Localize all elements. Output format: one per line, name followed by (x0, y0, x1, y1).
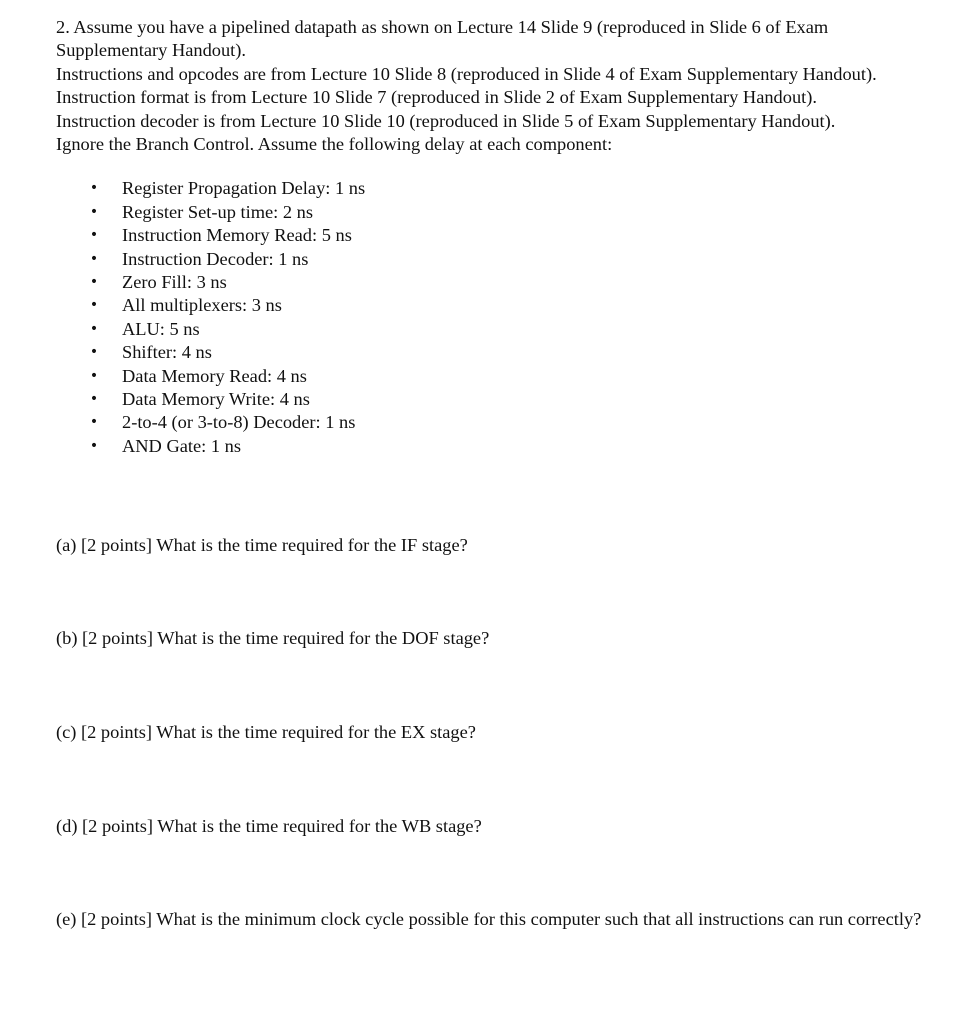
delay-text: All multiplexers: 3 ns (122, 295, 282, 316)
list-item (56, 318, 936, 341)
delay-text: Instruction Decoder: 1 ns (122, 248, 309, 269)
list-item (56, 201, 936, 224)
delay-text: Register Set-up time: 2 ns (122, 201, 314, 222)
bullet-icon: • (89, 274, 99, 290)
bullet-icon: • (89, 227, 99, 244)
delay-text: Zero Fill: 3 ns (122, 272, 227, 292)
list-item (56, 294, 936, 317)
question-a: (a) [2 points] What is the time required for the IF stage? (56, 535, 468, 555)
intro-line-2: Instructions and opcodes are from Lecture 10 Slide 8 (reproduced in Slide 4 of Exam Supplementary Handout). (56, 63, 877, 84)
list-item (56, 388, 936, 411)
delay-text: 2-to-4 (or 3-to-8) Decoder: 1 ns (122, 412, 356, 433)
bullet-icon: • (89, 437, 99, 454)
delay-text: Data Memory Read: 4 ns (122, 365, 307, 386)
list-item (56, 271, 936, 294)
list-item (56, 248, 936, 271)
bullet-icon: • (89, 367, 99, 384)
bullet-icon: • (89, 250, 99, 267)
bullet-icon: • (89, 390, 99, 407)
intro-line-1: 2. Assume you have a pipelined datapath as shown on Lecture 14 Slide 9 (reproduced in Slide 6 of Exam Supplementary Handout). (56, 17, 829, 61)
delay-text: Instruction Memory Read: 5 ns (122, 225, 352, 246)
list-item (56, 435, 936, 458)
list-item (56, 224, 936, 247)
component-delay-list (56, 177, 936, 458)
bullet-icon: • (89, 297, 99, 314)
bullet-icon: • (89, 414, 99, 431)
bullet-icon: • (89, 203, 99, 220)
delay-text: Data Memory Write: 4 ns (122, 388, 310, 409)
delay-text: Register Propagation Delay: 1 ns (122, 178, 366, 199)
question-e: (e) [2 points] What is the minimum clock cycle possible for this computer such that all instructions can run correctly? (56, 909, 922, 929)
question-b: (b) [2 points] What is the time required for the DOF stage? (56, 628, 490, 648)
question-d: (d) [2 points] What is the time required for the WB stage? (56, 816, 482, 836)
list-item (56, 365, 936, 388)
intro-line-4: Instruction decoder is from Lecture 10 Slide 10 (reproduced in Slide 5 of Exam Supplementary Handout). (56, 110, 836, 131)
bullet-icon: • (89, 320, 99, 337)
delay-text: ALU: 5 ns (122, 318, 200, 339)
list-item (56, 177, 936, 200)
delay-text: AND Gate: 1 ns (122, 435, 242, 456)
intro-line-3: Instruction format is from Lecture 10 Slide 7 (reproduced in Slide 2 of Exam Supplementary Handout). (56, 87, 817, 108)
list-item (56, 411, 936, 434)
intro-line-5: Ignore the Branch Control. Assume the following delay at each component: (56, 134, 613, 155)
bullet-icon: • (89, 344, 99, 361)
problem-text (56, 16, 936, 458)
bullet-icon: • (89, 180, 99, 197)
question-c: (c) [2 points] What is the time required for the EX stage? (56, 722, 476, 742)
list-item (56, 341, 936, 364)
delay-text: Shifter: 4 ns (122, 342, 212, 363)
